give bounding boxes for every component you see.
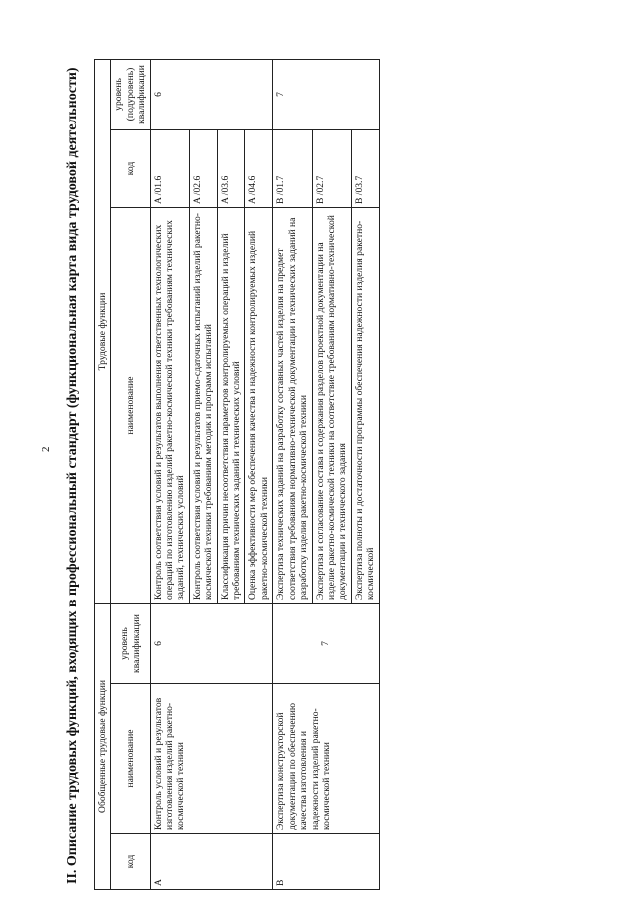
table-row	[150, 59, 189, 889]
function-name: Классификация причин несоответствия параметров контролируемых операций и изделий требованиям технических заданий и технических условий	[217, 208, 245, 604]
functional-map-table	[94, 59, 380, 890]
col-qualification-level: уровень квалификации	[111, 604, 150, 684]
rotated-page-content	[64, 30, 624, 890]
function-name: Экспертиза технических заданий на разработку составных частей изделия на предмет соответствия требованиям нормативно-технической документации и технических заданий на разработку изделия ракетно-космической техники	[273, 208, 312, 604]
group-level: 6	[150, 604, 273, 684]
function-name: Контроль соответствия условий и результатов приемо-сдаточных испытаний изделий ракетно-космической техники требованиям методик и программ испытаний	[189, 208, 217, 604]
function-name: Экспертиза и согласование состава и содержания разделов проектной документации на изделие ракетно-космической техники на соответствие требованиям нормативно-технической документации и технического задания	[312, 208, 351, 604]
col-name: наименование	[111, 684, 150, 834]
function-code: A /03.6	[217, 130, 245, 208]
group-name: Экспертиза конструкторской документации по обеспечению качества изготовления и надежности изделий ракетно-космической техники	[273, 684, 379, 834]
section-title: II. Описание трудовых функций, входящих в профессиональный стандарт (функциональная карта вида трудовой деятельности)	[65, 67, 80, 884]
group-code: B	[273, 834, 379, 890]
function-code: B /02.7	[312, 130, 351, 208]
table-header-row	[95, 59, 111, 889]
function-code: A /04.6	[245, 130, 273, 208]
table-row	[273, 59, 312, 889]
col-function-level: уровень (подуровень) квалификации	[111, 59, 150, 129]
header-generalized-functions: Обобщенные трудовые функции	[95, 604, 111, 890]
group-level: 7	[273, 604, 379, 684]
col-function-name: наименование	[111, 208, 150, 604]
col-function-code: код	[111, 130, 150, 208]
col-code: код	[111, 834, 150, 890]
function-code: B /01.7	[273, 130, 312, 208]
group-name: Контроль условий и результатов изготовления изделий ракетно-космической техники	[150, 684, 273, 834]
page-number: 2	[40, 446, 52, 452]
table-subheader-row	[111, 59, 150, 889]
function-code: A /02.6	[189, 130, 217, 208]
function-name: Экспертиза полноты и достаточности программы обеспечения надежности изделия ракетно-космической	[351, 208, 379, 604]
function-name: Оценка эффективности мер обеспечения качества и надежности контролируемых изделий ракетно-космической техники	[245, 208, 273, 604]
function-code: A /01.6	[150, 130, 189, 208]
header-labor-functions: Трудовые функции	[95, 59, 111, 603]
function-code: B /03.7	[351, 130, 379, 208]
group-code: A	[150, 834, 273, 890]
function-name: Контроль соответствия условий и результатов выполнения ответственных технологических операций по изготовлению изделий ракетно-космической техники требованиям технических заданий, технических условий	[150, 208, 189, 604]
function-level: 7	[273, 59, 379, 129]
function-level: 6	[150, 59, 273, 129]
